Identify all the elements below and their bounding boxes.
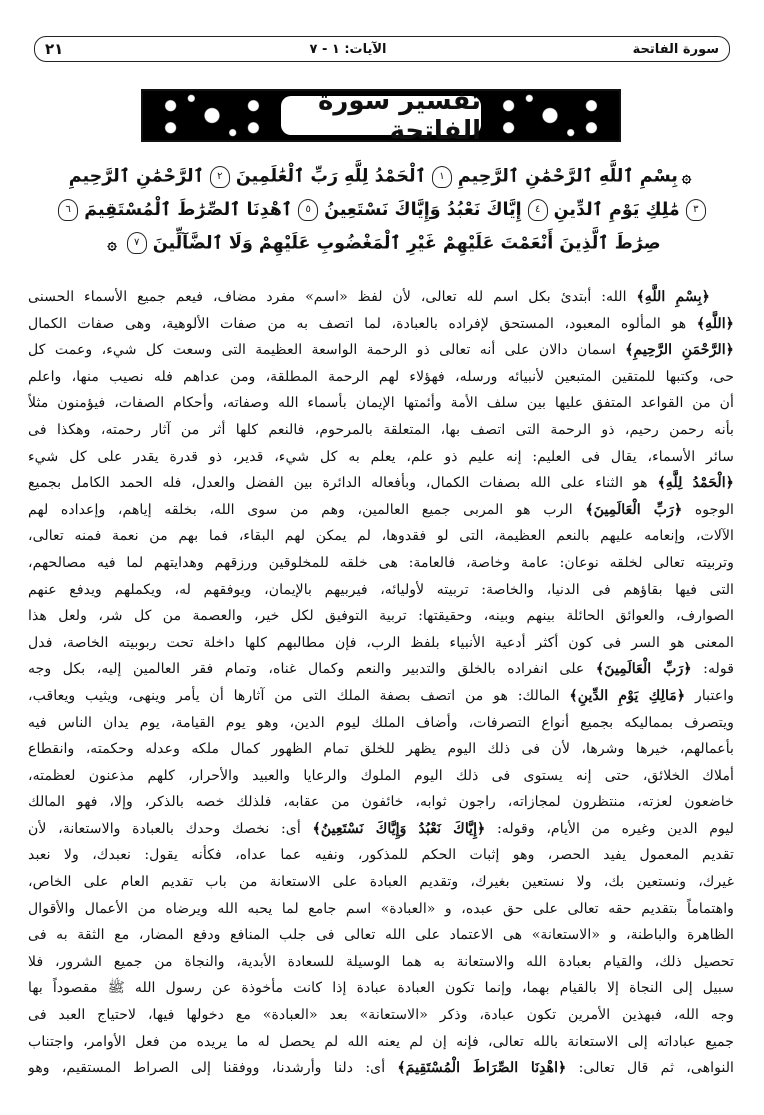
running-head: [34, 36, 730, 62]
commentary-text: تقديم المعمول يفيد الحصر، وهو إثبات الحكم للمذكور، ونفيه عما عداه، فكأنه يقول: نعبدك، ولا نعبد: [28, 847, 734, 864]
ayat-range: الآيات: ١ - ٧: [309, 41, 387, 57]
tafsir-line: [28, 896, 734, 923]
ayah-line: [44, 227, 720, 261]
commentary-text: تحصيل ذلك، والقيام بعبادة الله والاستعانة به هما الوسيلة للسعادة الأبدية، والنجاة من جميع الشرور، فلا: [28, 953, 734, 970]
commentary-text: جميع عباداته إلى الاستعانة بالله تعالى، فإنه إن لم يعنه الله لم يحصل له ما يريده من فعل الأوامر، واجتناب: [28, 1033, 734, 1050]
commentary-text: واعتبار: [685, 687, 734, 704]
commentary-text: التى فيها بقاؤهم فى الدنيا، والخاصة: تربيته لأوليائه، فيربيهم بالإيمان، ويوفقهم له، ويكملهم ويدفع عنهم: [28, 581, 734, 598]
quran-quote: ﴿الرَّحْمَنِ الرَّحِيمِ﴾: [625, 342, 734, 359]
quran-quote: ﴿إِيَّاكَ نَعْبُدُ وَإِيَّاكَ نَسْتَعِينُ﴾: [312, 820, 486, 837]
tafsir-line: [28, 736, 734, 763]
quran-quote: ﴿رَبِّ الْعَالَمِينَ﴾: [595, 661, 692, 678]
commentary-text: الظاهرة والباطنة، و «الاستعانة» هى الاعتماد على الله تعالى فى جلب المنافع ودفع المضار، مع الثقة به فى: [28, 927, 734, 944]
commentary-text: ويتصرف بمماليكه بجميع أنواع التصرفات، وأضاف الملك ليوم الدين، وهو يوم القيامة، يوم يدان الناس فيه: [28, 714, 734, 731]
commentary-text: على انفراده بالخلق والتدبير والنعم وكمال غناه، وتمام فقر العالمين إليه، بكل وجه: [28, 661, 596, 678]
tafsir-line: [28, 497, 734, 524]
ayah-number-marker: ١: [432, 166, 452, 188]
commentary-text: المعنى هو السر فى كون أكثر أدعية الأنبياء بلفظ الرب، فإن مطالبهم كلها داخلة تحت ربوبيته الخاصة، فدل: [28, 634, 734, 651]
tafsir-line: [28, 816, 734, 843]
tafsir-line: [28, 284, 734, 311]
quran-quote: ﴿بِسْمِ اللَّهِ﴾: [636, 289, 710, 305]
commentary-text: واهتماماً بتقديم حقه تعالى على حق عبده، و «العبادة» اسم جامع لما يحبه الله ويرضاه من الأعمال والأقوال: [28, 900, 734, 917]
commentary-text: الرب هو المربى جميع العالمين، وهم من سوى الله، بخلقه إياهم، وإعداده لهم: [28, 501, 586, 518]
tafsir-line: [28, 922, 734, 949]
tafsir-line: [28, 869, 734, 896]
quran-quote: ﴿الْحَمْدُ لِلَّهِ﴾: [657, 475, 734, 492]
quran-quote: ﴿مَالِكِ يَوْمِ الدِّينِ﴾: [569, 687, 686, 704]
ayah-number-marker: ٧: [127, 232, 147, 254]
tafsir-line: [28, 789, 734, 816]
ayah-text: ٱهْدِنَا ٱلصِّرَٰطَ ٱلْمُسْتَقِيمَ: [84, 199, 293, 220]
ayah-number-marker: ٥: [298, 199, 318, 221]
surah-title: تفسير سورة الفاتحة: [281, 96, 481, 135]
quran-quote: ﴿رَبِّ الْعَالَمِينَ﴾: [585, 501, 683, 518]
surah-title-banner: [141, 85, 621, 146]
tafsir-line: [28, 1055, 734, 1082]
commentary-text: النواهى، ثم قال تعالى:: [566, 1060, 734, 1077]
tafsir-line: [28, 550, 734, 577]
commentary-text: هو المألوه المعبود، المستحق لإفراده بالعبادة، لما اتصف به من صفات الألوهية، وهى صفات الكمال: [28, 315, 697, 332]
quran-verses-block: [44, 160, 720, 260]
commentary-text: وجه الله، فبهذين الأمرين تكون عبادة، وذكر «الاستعانة» بعد «العبادة» مع دخولها فيها، لاحتياج العبد فى: [28, 1007, 734, 1024]
commentary-text: الوجوه: [682, 501, 734, 518]
tafsir-line: [28, 949, 734, 976]
ayah-text: بِسْمِ ٱللَّهِ ٱلرَّحْمَٰنِ ٱلرَّحِيمِ: [457, 166, 678, 187]
ayah-number-marker: ٤: [528, 199, 548, 221]
tafsir-line: [28, 470, 734, 497]
page-number: ٢١: [45, 40, 64, 58]
commentary-text: أن من القواعد المتفق عليها بين سلف الأمة وأئمتها الإيمان بأسماء الله وصفاته، وأحكام الصفات، فيؤمنون مثلاً: [28, 395, 734, 412]
close-bracket-ornament-icon: ۞: [107, 233, 117, 253]
ayah-text: مَٰلِكِ يَوْمِ ٱلدِّينِ: [553, 199, 680, 220]
tafsir-line: [28, 364, 734, 391]
commentary-text: وتربيته تعالى لخلقه نوعان: عامة وخاصة، فالعامة: هى خلقه للمخلوقين ورزقهم وهدايتهم لما فيه مصالحهم،: [28, 554, 734, 571]
tafsir-line: [28, 444, 734, 471]
commentary-text: أى: دلنا وأرشدنا، ووفقنا إلى الصراط المستقيم، وهو: [28, 1060, 398, 1077]
open-bracket-ornament-icon: ۞: [681, 167, 692, 186]
tafsir-line: [28, 975, 734, 1002]
commentary-text: سائر الأسماء، يقال فى العليم: إنه عليم ذو علم، يعلم به كل شيء، قدير، ذو قدرة يقدر على كل شيء: [28, 448, 734, 465]
tafsir-line: [28, 390, 734, 417]
surah-name: سورة الفاتحة: [632, 41, 719, 57]
commentary-text: الآلات، وإنعامه عليهم بالنعم العظيمة، التى لو فقدوها، لم يمكن لهم البقاء، فما بهم من نعمة فمنه تعالى،: [28, 528, 734, 545]
commentary-text: حى، وكتبها للمتقين المتبعين لأنبيائه ورسله، فهؤلاء لهم الرحمة المطلقة، ومن عداهم فله نصيب منها، واعلم: [28, 368, 734, 385]
commentary-text: أى: نخصك وحدك بالعبادة والاستعانة، لأن: [28, 820, 313, 837]
tafsir-line: [28, 337, 734, 364]
tafsir-line: [28, 683, 734, 710]
commentary-text: الله: أبتدئ بكل اسم لله تعالى، لأن لفظ «اسم» مفرد مضاف، فيعم جميع الأسماء الحسنى: [28, 289, 637, 305]
commentary-text: الصوارف، والعوائق الحائلة بينهم وبينه، وحقيقتها: تربية التوفيق لكل خير، والعصمة من كل شر، ولعل هذا: [28, 608, 734, 625]
tafsir-line: [28, 710, 734, 737]
tafsir-line: [28, 656, 734, 683]
commentary-text: هو الثناء على الله بصفات الكمال، وبأفعاله الدائرة بين الفضل والعدل، فله الحمد الكامل بجميع: [28, 475, 658, 492]
tafsir-line: [28, 577, 734, 604]
tafsir-line: [28, 311, 734, 338]
tafsir-line: [28, 842, 734, 869]
commentary-text: سبيل إلى النجاة إلا بالقيام بهما، وإنما تكون العبادة عبادة إذا كانت مأخوذة عن رسول الله ﷺ مقصوداً بها: [28, 980, 734, 997]
floral-ornament-icon: [143, 91, 281, 140]
commentary-text: غيرك، ونستعين بك، ولا نستعين بغيرك، وتقديم العبادة على الاستعانة من باب تقديم العام على الخاص،: [28, 874, 734, 891]
ayah-text: ٱلرَّحْمَٰنِ ٱلرَّحِيمِ: [68, 166, 204, 187]
commentary-text: بأنه رحمن رحيم، ذو الرحمة التى اتصف بها، المتعلقة بالمرحوم، فالنعم كلها أثر من آثار رحمته، وهكذا فى: [28, 421, 734, 438]
floral-ornament-icon: [481, 91, 619, 140]
tafsir-body: [28, 284, 734, 1082]
ayah-number-marker: ٢: [210, 166, 230, 188]
ayah-text: إِيَّاكَ نَعْبُدُ وَإِيَّاكَ نَسْتَعِينُ: [324, 199, 522, 220]
tafsir-line: [28, 417, 734, 444]
commentary-text: المالك: هو من اتصف بصفة الملك التى من آثارها أن يأمر وينهى، ويثيب ويعاقب،: [28, 687, 570, 704]
commentary-text: ليوم الدين وغيره من الأيام، وقوله:: [485, 820, 734, 837]
tafsir-line: [28, 603, 734, 630]
ayah-number-marker: ٦: [58, 199, 78, 221]
tafsir-line: [28, 630, 734, 657]
ayah-line: [44, 160, 720, 194]
quran-quote: ﴿اهْدِنَا الصِّرَاطَ الْمُسْتَقِيمَ﴾: [397, 1060, 567, 1077]
commentary-text: أملاك الخلائق، حتى إنه يستوى فى ذلك اليوم الملوك والرعايا والعبيد والأحرار، كلهم مذعنون لعظمته،: [28, 767, 734, 784]
commentary-text: خاضعون لعزته، منتظرون لمجازاته، راجون ثوابه، خائفون من عقابه، فلذلك خصه بالذكر، وإلا، فهو المالك: [28, 794, 734, 811]
tafsir-line: [28, 763, 734, 790]
quran-quote: ﴿اللَّهِ﴾: [696, 315, 734, 332]
ayah-text: صِرَٰطَ ٱلَّذِينَ أَنْعَمْتَ عَلَيْهِمْ غَيْرِ ٱلْمَغْضُوبِ عَلَيْهِمْ وَلَا ٱلضَّآلِّينَ: [152, 233, 661, 253]
commentary-text: قوله:: [691, 661, 734, 678]
commentary-text: بأعمالهم، خيرها وشرها، لأن فى ذلك اليوم يظهر للخلق تمام الظهور كمال ملكه وعدله وحكمته، وانقطاع: [28, 741, 734, 758]
tafsir-line: [28, 523, 734, 550]
ayah-line: [44, 194, 720, 227]
commentary-text: اسمان دالان على أنه تعالى ذو الرحمة الواسعة العظيمة التى وسعت كل شيء، وعمت كل: [28, 342, 626, 359]
tafsir-line: [28, 1002, 734, 1029]
tafsir-line: [28, 1029, 734, 1056]
ayah-text: ٱلْحَمْدُ لِلَّهِ رَبِّ ٱلْعَٰلَمِينَ: [235, 166, 426, 187]
ayah-number-marker: ٣: [686, 199, 706, 221]
